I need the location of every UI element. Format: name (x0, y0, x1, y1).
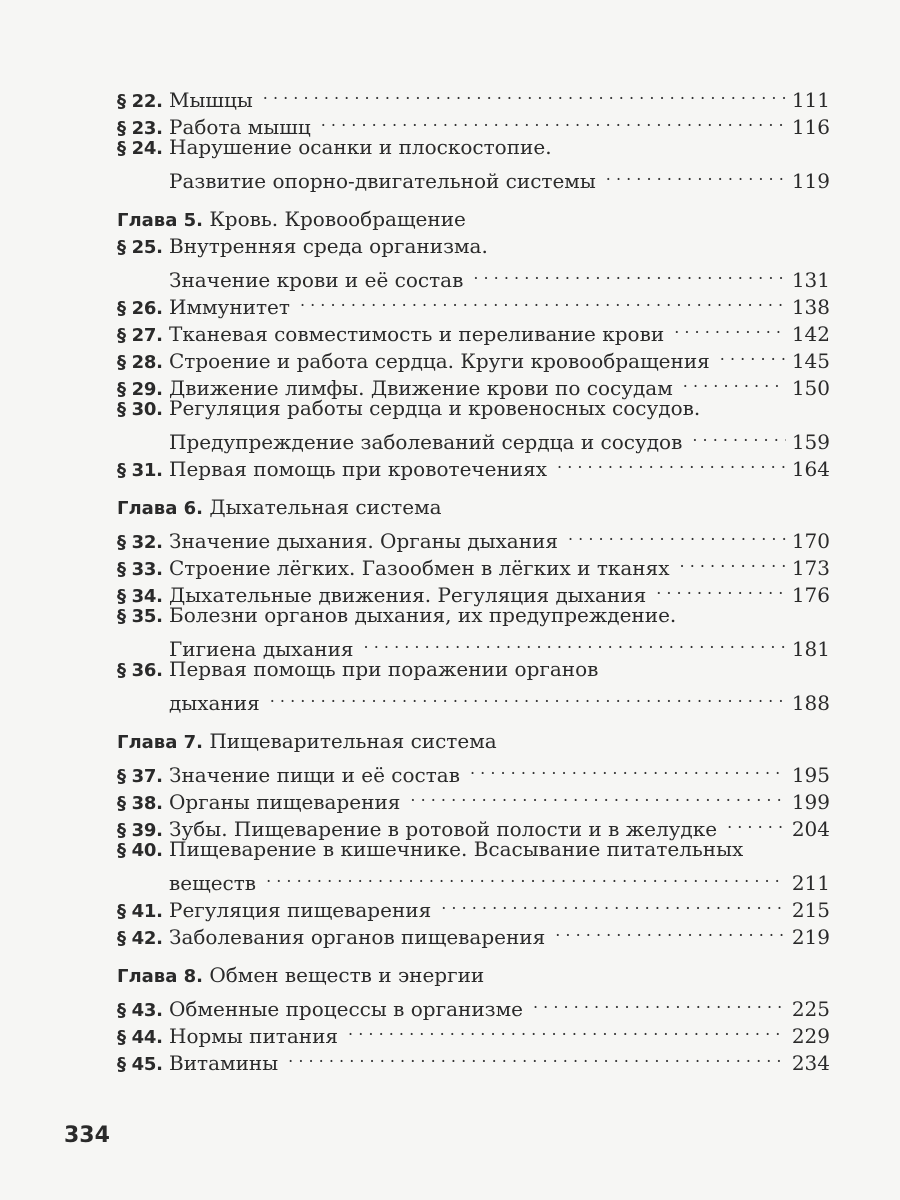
section-page-number: 111 (791, 88, 830, 112)
toc-entry-line (117, 863, 830, 895)
toc-block (117, 728, 830, 949)
section-title: Органы пищеварения (169, 790, 401, 814)
page-number: 334 (64, 1123, 110, 1148)
toc-entry-line (117, 521, 830, 553)
toc-entry-line (117, 683, 830, 715)
section-title: Обменные процессы в организме (169, 997, 523, 1021)
toc-block (117, 494, 830, 715)
section-title: Строение и работа сердца. Круги кровообращения (169, 349, 710, 373)
section-page-number: 116 (791, 115, 830, 139)
section-number: § 31. (117, 460, 163, 481)
section-number: § 27. (117, 325, 163, 346)
section-title: Регуляция работы сердца и кровеносных сосудов. (169, 396, 701, 420)
section-number: § 25. (117, 237, 163, 258)
dot-leader (680, 548, 786, 575)
toc-entry-line (117, 80, 830, 112)
toc-entry-line (117, 260, 830, 292)
section-page-number: 176 (791, 583, 830, 607)
toc-entry-line (117, 602, 830, 629)
section-number: § 33. (117, 559, 163, 580)
section-page-number: 159 (791, 430, 830, 454)
section-title: Гигиена дыхания (169, 637, 354, 661)
dot-leader (270, 683, 786, 710)
table-of-contents (117, 80, 830, 1075)
section-number: § 30. (117, 399, 163, 420)
section-title: Развитие опорно-двигательной системы (169, 169, 596, 193)
section-title: Движение лимфы. Движение крови по сосудам (169, 376, 673, 400)
section-title: Работа мышц (169, 115, 311, 139)
section-number: § 37. (117, 766, 163, 787)
dot-leader (321, 107, 786, 134)
section-number: § 42. (117, 928, 163, 949)
dot-leader (692, 422, 785, 449)
section-page-number: 164 (791, 457, 830, 481)
dot-leader (720, 341, 786, 368)
chapter-title: Пищеварительная система (209, 729, 497, 753)
toc-entry-line (117, 989, 830, 1021)
toc-entry[interactable] (117, 836, 830, 895)
toc-entry-line (117, 755, 830, 787)
chapter-heading (117, 206, 830, 233)
section-title: Заболевания органов пищеварения (169, 925, 546, 949)
dot-leader (441, 890, 786, 917)
section-number: § 35. (117, 606, 163, 627)
dot-leader (555, 917, 786, 944)
dot-leader (470, 755, 786, 782)
section-number: § 29. (117, 379, 163, 400)
section-page-number: 229 (791, 1024, 830, 1048)
section-title: Строение лёгких. Газообмен в лёгких и тканях (169, 556, 670, 580)
section-page-number: 211 (791, 871, 830, 895)
dot-leader (656, 575, 786, 602)
chapter-heading (117, 728, 830, 755)
toc-entry-line (117, 134, 830, 161)
toc-entry[interactable] (117, 521, 830, 553)
toc-entry[interactable] (117, 134, 830, 193)
toc-entry[interactable] (117, 602, 830, 661)
toc-entry[interactable] (117, 656, 830, 715)
section-title: Тканевая совместимость и переливание крови (169, 322, 665, 346)
dot-leader (557, 449, 786, 476)
chapter-title: Кровь. Кровообращение (209, 207, 466, 231)
section-number: § 40. (117, 840, 163, 861)
section-page-number: 225 (791, 997, 830, 1021)
section-page-number: 219 (791, 925, 830, 949)
section-number: § 39. (117, 820, 163, 841)
section-title: Первая помощь при кровотечениях (169, 457, 548, 481)
section-page-number: 199 (791, 790, 830, 814)
section-title: Регуляция пищеварения (169, 898, 432, 922)
toc-entry-line (117, 629, 830, 661)
dot-leader (727, 809, 786, 836)
toc-entry[interactable] (117, 80, 830, 112)
section-title: веществ (169, 871, 257, 895)
section-title: Иммунитет (169, 295, 290, 319)
toc-entry[interactable] (117, 989, 830, 1021)
toc-entry-line (117, 422, 830, 454)
section-number: § 22. (117, 91, 163, 112)
dot-leader (348, 1016, 786, 1043)
chapter-title: Обмен веществ и энергии (209, 963, 485, 987)
section-page-number: 204 (791, 817, 830, 841)
toc-block (117, 206, 830, 481)
section-page-number: 215 (791, 898, 830, 922)
chapter-label: Глава 5. (117, 210, 203, 231)
toc-block (117, 962, 830, 1075)
dot-leader (683, 368, 786, 395)
dot-leader (533, 989, 786, 1016)
section-page-number: 142 (791, 322, 830, 346)
chapter-title: Дыхательная система (209, 495, 442, 519)
section-title: Зубы. Пищеварение в ротовой полости и в желудке (169, 817, 718, 841)
dot-leader (364, 629, 786, 656)
section-title: Значение дыхания. Органы дыхания (169, 529, 558, 553)
dot-leader (473, 260, 785, 287)
chapter-label: Глава 6. (117, 498, 203, 519)
section-page-number: 150 (791, 376, 830, 400)
section-title: Мышцы (169, 88, 253, 112)
chapter-label: Глава 7. (117, 732, 203, 753)
toc-entry-line (117, 836, 830, 863)
section-number: § 32. (117, 532, 163, 553)
section-number: § 28. (117, 352, 163, 373)
dot-leader (606, 161, 786, 188)
toc-entry-line (117, 161, 830, 193)
section-page-number: 145 (791, 349, 830, 373)
section-page-number: 138 (791, 295, 830, 319)
section-title: Внутренняя среда организма. (169, 234, 488, 258)
section-page-number: 119 (791, 169, 830, 193)
toc-entry[interactable] (117, 233, 830, 292)
dot-leader (674, 314, 786, 341)
dot-leader (410, 782, 785, 809)
section-page-number: 181 (791, 637, 830, 661)
section-title: Первая помощь при поражении органов (169, 657, 599, 681)
dot-leader (300, 287, 786, 314)
section-page-number: 173 (791, 556, 830, 580)
section-title: Значение пищи и её состав (169, 763, 460, 787)
section-number: § 36. (117, 660, 163, 681)
section-page-number: 234 (791, 1051, 830, 1075)
dot-leader (263, 80, 786, 107)
section-title: Пищеварение в кишечнике. Всасывание питательных (169, 837, 744, 861)
toc-entry[interactable] (117, 395, 830, 454)
section-number: § 26. (117, 298, 163, 319)
toc-entry[interactable] (117, 755, 830, 787)
section-title: Нарушение осанки и плоскостопие. (169, 135, 552, 159)
chapter-heading (117, 962, 830, 989)
section-title: дыхания (169, 691, 260, 715)
section-number: § 43. (117, 1000, 163, 1021)
chapter-heading (117, 494, 830, 521)
section-page-number: 188 (791, 691, 830, 715)
section-number: § 45. (117, 1054, 163, 1075)
dot-leader (568, 521, 786, 548)
dot-leader (288, 1043, 786, 1070)
section-number: § 41. (117, 901, 163, 922)
toc-block (117, 80, 830, 193)
section-title: Предупреждение заболеваний сердца и сосудов (169, 430, 683, 454)
section-title: Дыхательные движения. Регуляция дыхания (169, 583, 647, 607)
toc-entry-line (117, 395, 830, 422)
section-number: § 23. (117, 118, 163, 139)
section-page-number: 131 (791, 268, 830, 292)
toc-entry-line (117, 233, 830, 260)
section-page-number: 195 (791, 763, 830, 787)
section-number: § 44. (117, 1027, 163, 1048)
section-title: Нормы питания (169, 1024, 339, 1048)
chapter-label: Глава 8. (117, 966, 203, 987)
section-number: § 24. (117, 138, 163, 159)
section-title: Значение крови и её состав (169, 268, 464, 292)
section-number: § 38. (117, 793, 163, 814)
dot-leader (266, 863, 786, 890)
section-number: § 34. (117, 586, 163, 607)
toc-entry-line (117, 656, 830, 683)
section-title: Витамины (169, 1051, 279, 1075)
section-page-number: 170 (791, 529, 830, 553)
section-title: Болезни органов дыхания, их предупреждение. (169, 603, 677, 627)
